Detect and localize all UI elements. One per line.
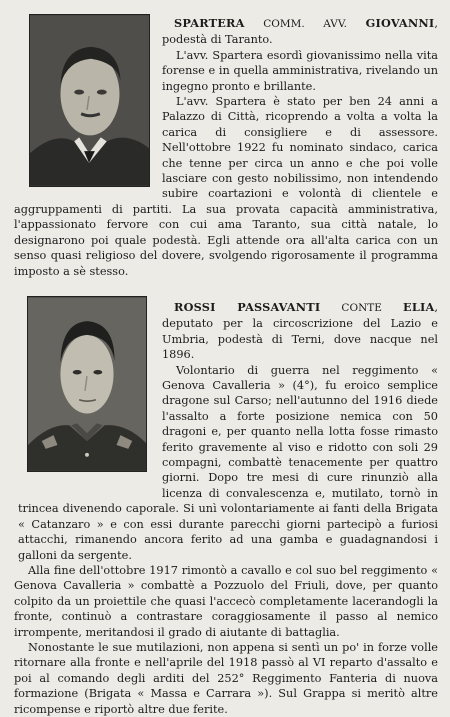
bio-spartera-name: SPARTERA <box>174 16 245 30</box>
bio-rossi-intro: , deputato per la circoscrizione del Lazio e Umbria, podestà di Terni, dove nacque nel 1896. <box>162 301 439 362</box>
bio-spartera-given-name: GIOVANNI <box>365 16 435 30</box>
bio-spartera-title: COMM. AVV. <box>263 18 347 30</box>
bio-rossi-paragraph-2: Alla fine dell'ottobre 1917 rimontò a cavallo e col suo bel reggimento « Genova Cavalleria » combattè a Pozzuolo del Friuli, dove, per quanto colpito da un proiettile che quasi l'accecò completamente lacerandogli la fronte, continuò a contrastare coraggiosamente il passo al nemico irrompente, meritandosi il grado di aiutante di battaglia. <box>14 563 438 639</box>
bio-spartera-intro: , podestà di Taranto. <box>162 17 438 47</box>
bio-rossi-paragraph-1: Volontario di guerra nel reggimento « Genova Cavalleria » (4°), fu eroico semplice dragone sul Carso; nell'autunno del 1916 diede l'assalto a forte posizione nemica con 50 dragoni e, per quanto nella lotta fosse rimasto ferito gravemente al viso e ridotto con soli 29 compagni, combattè tenacemente per quattro giorni. Dopo tre mesi di cure rinunziò alla licenza di convalescenza e, mutilato, tornò in trincea divenendo caporale. Si unì volontariamente ai fanti della Brigata « Catanzaro » e con essi durante parecchi giorni partecipò a furiosi attacchi, rimanendo ancora ferito ad una gamba e guadagnandosi i galloni da sergente. <box>18 363 438 562</box>
bio-rossi-passavanti <box>14 300 438 717</box>
bio-spartera <box>14 16 438 279</box>
bio-spartera-paragraph-2: L'avv. Spartera è stato per ben 24 anni a Palazzo di Città, ricoprendo a volta a volta la carica di consigliere e di assessore. Nell'ottobre 1922 fu nominato sindaco, carica che tenne per circa un anno e che poi volle lasciare con gesto nobilissimo, non intendendo subire coartazioni e volontà di clientele e aggruppamenti di partiti. La sua provata capacità amministrativa, l'appassionato fervore con cui ama Taranto, sua città natale, lo designarono poi quale podestà. Egli attende ora all'alta carica con un senso quasi religioso del dovere, svolgendo rigorosamente il programma imposto a sè stesso. <box>14 95 438 278</box>
bio-rossi-title: CONTE <box>341 302 382 314</box>
bio-rossi-paragraph-3: Nonostante le sue mutilazioni, non appena si sentì un po' in forze volle ritornare alla fronte e nell'aprile del 1918 passò al VI reparto d'assalto e poi al comando degli arditi del 252° Reggimento Fanteria di nuova formazione (Brigata « Massa e Carrara »). Sul Grappa si meritò altre ricompense e riportò altre due ferite. <box>14 640 438 716</box>
bio-rossi-name: ROSSI PASSAVANTI <box>174 300 321 314</box>
bio-rossi-given-name: ELIA <box>403 300 435 314</box>
bio-spartera-paragraph-1: L'avv. Spartera esordì giovanissimo nella vita forense e in quella amministrativa, rivelando un ingegno pronto e brillante. <box>162 48 438 93</box>
